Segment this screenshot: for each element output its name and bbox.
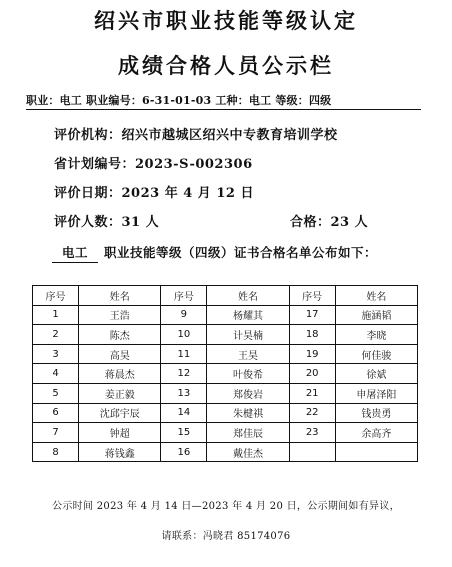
table-cell	[289, 442, 335, 462]
table-cell: 徐斌	[335, 364, 417, 384]
table-cell: 李晓	[335, 325, 417, 345]
list-intro	[52, 243, 377, 263]
header-cell: 序号	[33, 286, 79, 306]
table-cell: 郑佳辰	[207, 423, 289, 443]
table-cell: 何佳骏	[335, 344, 417, 364]
table-header-row	[33, 286, 418, 306]
table-cell: 22	[289, 403, 335, 423]
table-cell: 戴佳杰	[207, 442, 289, 462]
table-cell: 9	[161, 305, 207, 325]
page-subtitle: 成绩合格人员公示栏	[118, 53, 334, 78]
table-cell: 17	[289, 305, 335, 325]
table-row	[33, 344, 418, 364]
table-cell	[335, 442, 417, 462]
table-cell: 陈杰	[79, 325, 161, 345]
header-cell: 姓名	[207, 286, 289, 306]
table-cell: 沈邱宇辰	[79, 403, 161, 423]
header-cell: 序号	[161, 286, 207, 306]
table-cell: 高昊	[79, 344, 161, 364]
table-cell: 王昊	[207, 344, 289, 364]
page-title: 绍兴市职业技能等级认定	[94, 8, 358, 33]
table-row	[33, 305, 418, 325]
table-cell: 15	[161, 423, 207, 443]
table-cell: 钟超	[79, 423, 161, 443]
header-cell: 姓名	[79, 286, 161, 306]
table-cell: 16	[161, 442, 207, 462]
table-row	[33, 383, 418, 403]
evaluation-count: 评价人数：31 人	[54, 215, 160, 230]
table-cell: 叶俊希	[207, 364, 289, 384]
header-cell: 姓名	[335, 286, 417, 306]
table-cell: 23	[289, 423, 335, 443]
table-cell: 13	[161, 383, 207, 403]
table-row	[33, 325, 418, 345]
plan-number: 省计划编号：2023-S-002306	[54, 157, 253, 172]
table-cell: 杨耀其	[207, 305, 289, 325]
table-cell: 5	[33, 383, 79, 403]
table-cell: 4	[33, 364, 79, 384]
table-row	[33, 423, 418, 443]
table-cell: 8	[33, 442, 79, 462]
table-cell: 1	[33, 305, 79, 325]
table-cell: 钱贵勇	[335, 403, 417, 423]
contact-info: 请联系：冯晓君 85174076	[161, 531, 291, 542]
table-row	[33, 364, 418, 384]
passed-list-table	[32, 285, 418, 462]
table-cell: 郑俊岩	[207, 383, 289, 403]
table-cell: 余高齐	[335, 423, 417, 443]
table-cell: 7	[33, 423, 79, 443]
table-cell: 10	[161, 325, 207, 345]
passed-count: 合格：23 人	[290, 215, 369, 230]
table-cell: 3	[33, 344, 79, 364]
intro-text: 职业技能等级（四级）证书合格名单公布如下：	[104, 245, 378, 260]
meta-underline	[26, 109, 421, 110]
header-cell: 序号	[289, 286, 335, 306]
table-cell: 18	[289, 325, 335, 345]
table-cell: 王浩	[79, 305, 161, 325]
intro-occupation: 电工	[52, 243, 98, 263]
table-cell: 姜正毅	[79, 383, 161, 403]
table-cell: 蒋晨杰	[79, 364, 161, 384]
table-cell: 申屠泽阳	[335, 383, 417, 403]
table-cell: 朱楗祺	[207, 403, 289, 423]
table-cell: 19	[289, 344, 335, 364]
table-cell: 12	[161, 364, 207, 384]
evaluation-org: 评价机构：绍兴市越城区绍兴中专教育培训学校	[54, 128, 338, 143]
table-row	[33, 403, 418, 423]
table-cell: 施涵韬	[335, 305, 417, 325]
table-cell: 6	[33, 403, 79, 423]
table-cell: 21	[289, 383, 335, 403]
table-cell: 11	[161, 344, 207, 364]
table-cell: 蒋钱鑫	[79, 442, 161, 462]
table-cell: 20	[289, 364, 335, 384]
table-cell: 14	[161, 403, 207, 423]
table-cell: 2	[33, 325, 79, 345]
occupation-meta: 职业：电工 职业编号：6-31-01-03 工种：电工 等级：四级	[26, 94, 332, 107]
evaluation-date: 评价日期：2023 年 4 月 12 日	[54, 186, 254, 201]
publicity-period: 公示时间 2023 年 4 月 14 日—2023 年 4 月 20 日，公示期间如有异议，	[52, 501, 400, 512]
table-cell: 计昊楠	[207, 325, 289, 345]
table-row	[33, 442, 418, 462]
